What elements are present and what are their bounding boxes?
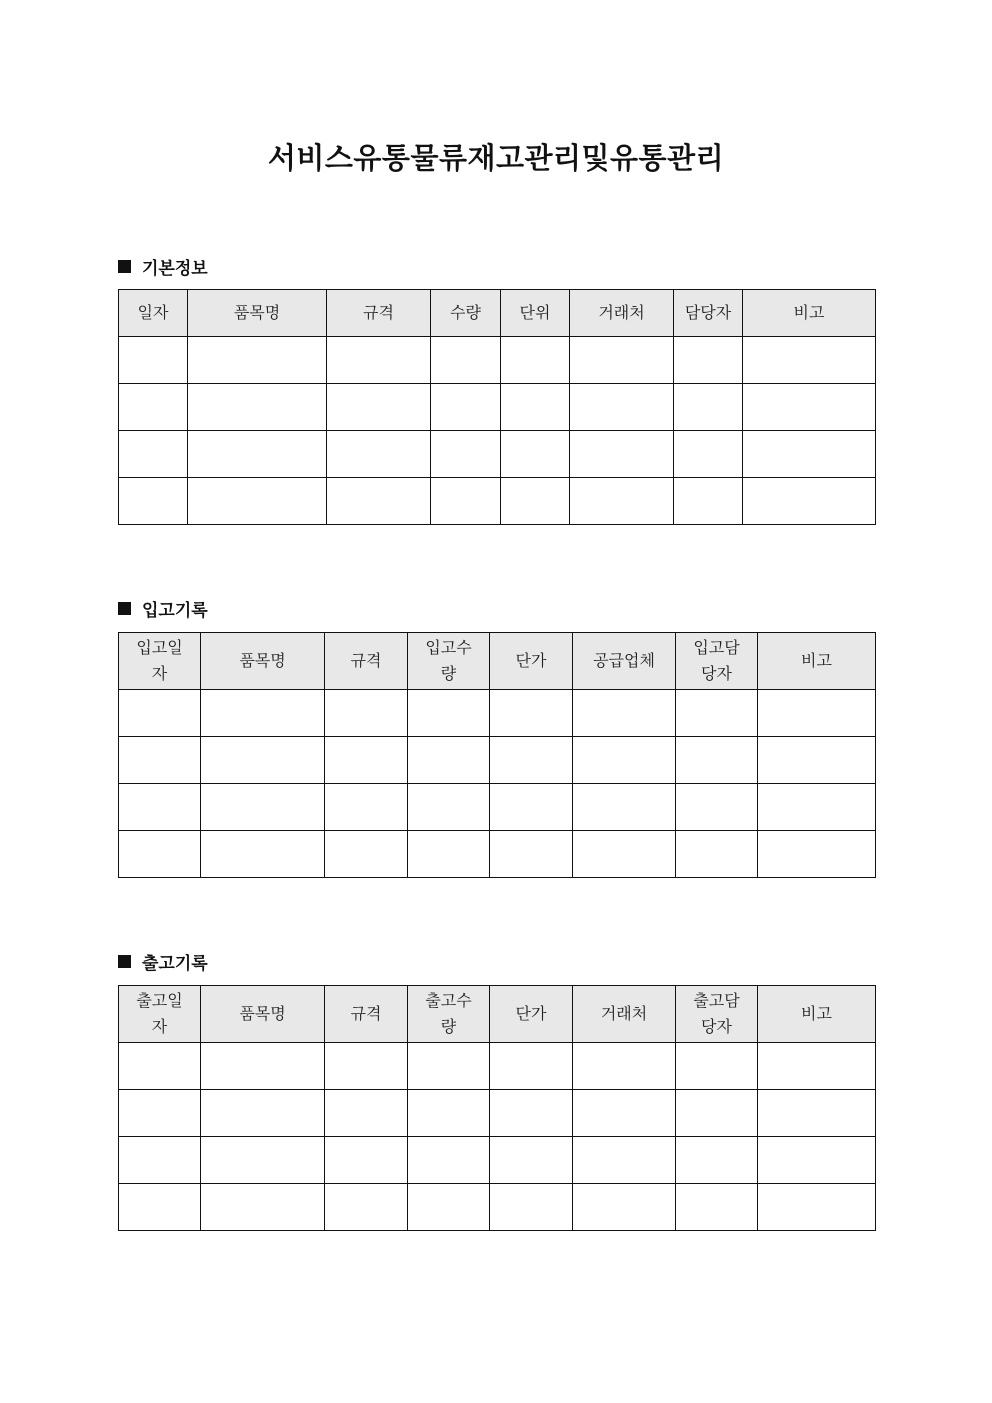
table-cell[interactable] [327,384,431,431]
table-cell[interactable] [431,431,501,478]
table-cell[interactable] [490,831,573,878]
table-cell[interactable] [325,1137,408,1184]
table-cell[interactable] [743,478,876,525]
table-row [119,831,876,878]
table-cell[interactable] [119,1137,201,1184]
column-header: 단가 [490,986,573,1043]
table-cell[interactable] [570,337,674,384]
table-cell[interactable] [490,1043,573,1090]
column-header: 일자 [119,290,188,337]
table-row [119,1043,876,1090]
table-cell[interactable] [119,1184,201,1231]
column-header: 출고일자 [119,986,201,1043]
table-cell[interactable] [490,1184,573,1231]
table-cell[interactable] [431,337,501,384]
table-cell[interactable] [573,1137,676,1184]
table-cell[interactable] [325,1090,408,1137]
table-cell[interactable] [327,337,431,384]
column-header: 입고담당자 [676,633,758,690]
table-cell[interactable] [490,1137,573,1184]
table-cell[interactable] [758,784,876,831]
table-cell[interactable] [674,431,743,478]
table-cell[interactable] [573,1090,676,1137]
table-cell[interactable] [674,337,743,384]
column-header: 단위 [501,290,570,337]
table-cell[interactable] [573,784,676,831]
column-header: 거래처 [570,290,674,337]
table-row [119,1137,876,1184]
table-cell[interactable] [408,1137,490,1184]
table-cell[interactable] [325,1184,408,1231]
inbound-record-table [118,632,876,878]
section-heading-inbound-record [118,596,208,621]
table-row [119,384,876,431]
table-cell[interactable] [325,784,408,831]
section-heading-basic-info [118,254,208,279]
table-cell[interactable] [490,690,573,737]
table-cell[interactable] [743,431,876,478]
table-row [119,784,876,831]
column-header: 단가 [490,633,573,690]
column-header: 비고 [743,290,876,337]
column-header: 담당자 [674,290,743,337]
table-cell[interactable] [501,431,570,478]
table-cell[interactable] [188,431,327,478]
table-cell[interactable] [408,1184,490,1231]
table-cell[interactable] [201,1043,325,1090]
section-heading-label: 출고기록 [142,954,208,974]
column-header: 공급업체 [573,633,676,690]
table-cell[interactable] [201,784,325,831]
section-heading-label: 입고기록 [142,601,208,621]
table-cell[interactable] [743,384,876,431]
square-bullet-icon [118,260,131,273]
outbound-record-table [118,985,876,1231]
column-header: 규격 [325,986,408,1043]
table-cell[interactable] [408,784,490,831]
table-cell[interactable] [570,478,674,525]
table-cell[interactable] [573,737,676,784]
table-cell[interactable] [325,1043,408,1090]
table-row [119,1090,876,1137]
table-cell[interactable] [501,337,570,384]
table-cell[interactable] [119,478,188,525]
table-cell[interactable] [188,384,327,431]
table-cell[interactable] [119,784,201,831]
table-cell[interactable] [201,831,325,878]
table-cell[interactable] [201,690,325,737]
table-cell[interactable] [573,831,676,878]
table-row [119,690,876,737]
table-cell[interactable] [327,431,431,478]
table-cell[interactable] [490,1090,573,1137]
table-cell[interactable] [676,831,758,878]
table-cell[interactable] [676,1184,758,1231]
table-cell[interactable] [743,337,876,384]
table-cell[interactable] [676,1043,758,1090]
table-cell[interactable] [325,690,408,737]
column-header: 비고 [758,633,876,690]
table-cell[interactable] [501,478,570,525]
table-cell[interactable] [408,690,490,737]
table-cell[interactable] [570,431,674,478]
table-row [119,1184,876,1231]
table-cell[interactable] [676,737,758,784]
table-cell[interactable] [573,1043,676,1090]
table-cell[interactable] [201,1184,325,1231]
column-header: 품목명 [201,986,325,1043]
table-cell[interactable] [201,737,325,784]
table-row [119,478,876,525]
table-header-row [119,290,876,337]
table-cell[interactable] [119,1043,201,1090]
section-heading-outbound-record [118,949,208,974]
table-cell[interactable] [758,1184,876,1231]
table-cell[interactable] [119,831,201,878]
table-cell[interactable] [119,384,188,431]
table-cell[interactable] [408,1043,490,1090]
table-row [119,337,876,384]
table-cell[interactable] [408,831,490,878]
table-cell[interactable] [201,1137,325,1184]
table-cell[interactable] [119,337,188,384]
table-cell[interactable] [758,737,876,784]
table-cell[interactable] [573,1184,676,1231]
table-row [119,737,876,784]
table-cell[interactable] [674,384,743,431]
column-header: 입고수량 [408,633,490,690]
table-cell[interactable] [119,1090,201,1137]
table-header-row [119,986,876,1043]
column-header: 규격 [327,290,431,337]
table-cell[interactable] [119,431,188,478]
table-cell[interactable] [676,784,758,831]
column-header: 수량 [431,290,501,337]
table-cell[interactable] [758,690,876,737]
table-cell[interactable] [188,337,327,384]
table-cell[interactable] [490,737,573,784]
table-cell[interactable] [501,384,570,431]
table-cell[interactable] [573,690,676,737]
table-cell[interactable] [325,737,408,784]
table-cell[interactable] [188,478,327,525]
table-cell[interactable] [431,384,501,431]
column-header: 품목명 [201,633,325,690]
document-title: 서비스유통물류재고관리및유통관리 [267,141,725,175]
table-cell[interactable] [327,478,431,525]
table-cell[interactable] [490,784,573,831]
table-row [119,431,876,478]
square-bullet-icon [118,602,131,615]
square-bullet-icon [118,955,131,968]
table-cell[interactable] [408,1090,490,1137]
table-cell[interactable] [431,478,501,525]
column-header: 출고수량 [408,986,490,1043]
column-header: 품목명 [188,290,327,337]
table-cell[interactable] [676,1090,758,1137]
column-header: 출고담당자 [676,986,758,1043]
table-cell[interactable] [758,831,876,878]
table-cell[interactable] [119,737,201,784]
table-cell[interactable] [676,1137,758,1184]
table-cell[interactable] [758,1043,876,1090]
column-header: 거래처 [573,986,676,1043]
table-cell[interactable] [201,1090,325,1137]
table-cell[interactable] [119,690,201,737]
basic-info-table [118,289,876,525]
table-cell[interactable] [676,690,758,737]
table-cell[interactable] [758,1090,876,1137]
table-cell[interactable] [758,1137,876,1184]
column-header: 규격 [325,633,408,690]
table-header-row [119,633,876,690]
table-cell[interactable] [674,478,743,525]
column-header: 비고 [758,986,876,1043]
table-cell[interactable] [408,737,490,784]
table-cell[interactable] [325,831,408,878]
table-cell[interactable] [570,384,674,431]
column-header: 입고일자 [119,633,201,690]
section-heading-label: 기본정보 [142,259,208,279]
